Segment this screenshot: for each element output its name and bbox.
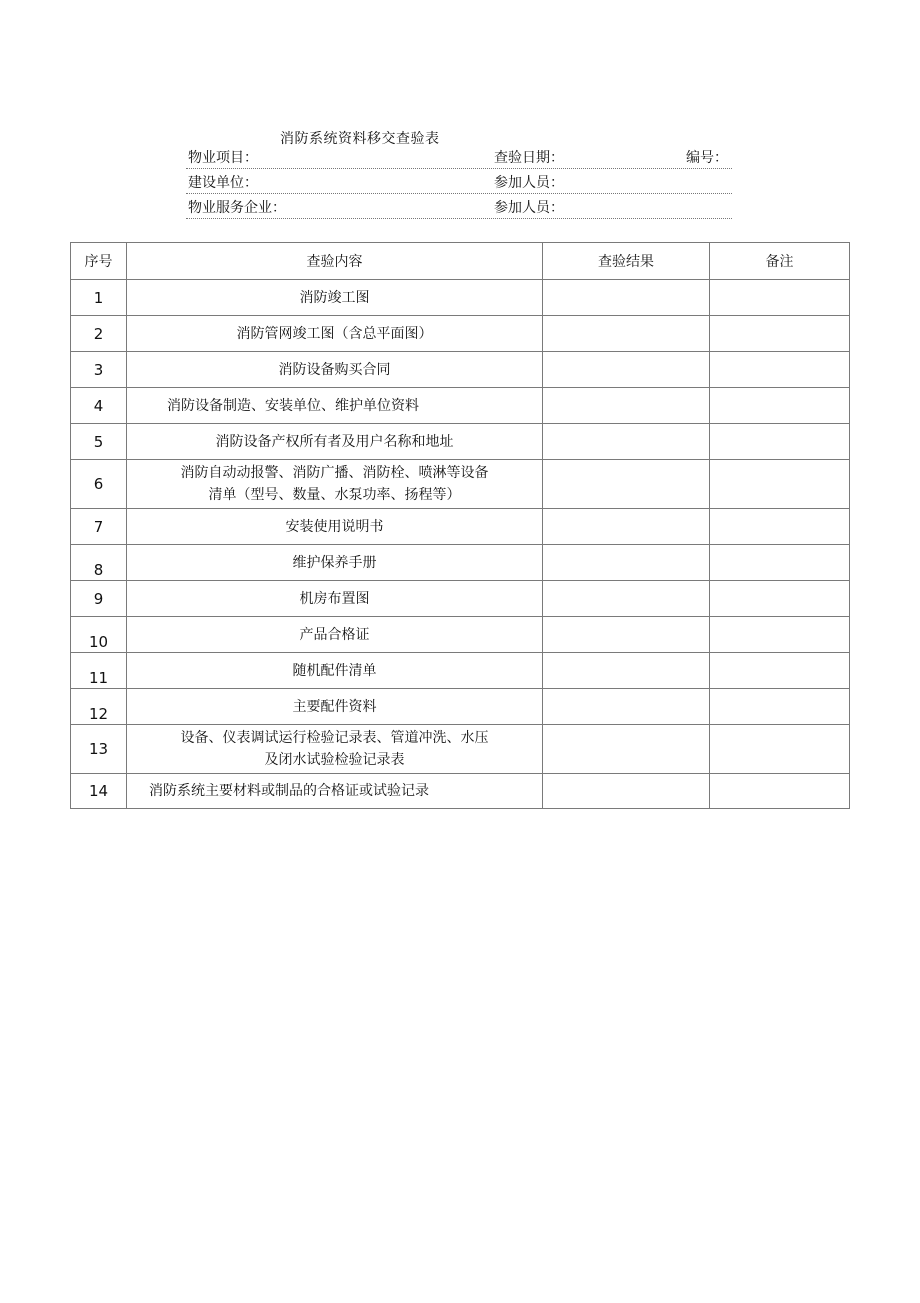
row-number: 7 [71, 509, 127, 545]
row-content: 产品合格证 [127, 617, 543, 653]
row-number: 14 [71, 774, 127, 809]
result-cell[interactable] [543, 388, 710, 424]
table-row [71, 774, 850, 809]
result-cell[interactable] [543, 509, 710, 545]
result-cell[interactable] [543, 352, 710, 388]
row-content [127, 460, 543, 509]
row-content: 主要配件资料 [127, 689, 543, 725]
row-content: 消防管网竣工图（含总平面图） [127, 316, 543, 352]
row-number: 8 [71, 545, 127, 581]
row-content: 安装使用说明书 [127, 509, 543, 545]
row-number: 10 [71, 617, 127, 653]
row-number: 11 [71, 653, 127, 689]
row-content: 机房布置图 [127, 581, 543, 617]
row-number: 1 [71, 280, 127, 316]
row-number: 12 [71, 689, 127, 725]
table-row [71, 653, 850, 689]
remark-cell[interactable] [710, 617, 850, 653]
remark-cell[interactable] [710, 653, 850, 689]
remark-cell[interactable] [710, 545, 850, 581]
remark-cell[interactable] [710, 774, 850, 809]
result-cell[interactable] [543, 545, 710, 581]
header-no: 序号 [71, 243, 127, 280]
row-number: 13 [71, 725, 127, 774]
table-row [71, 388, 850, 424]
row-content-line: 设备、仪表调试运行检验记录表、管道冲洗、水压 [180, 730, 489, 746]
remark-cell[interactable] [710, 280, 850, 316]
form-title: 消防系统资料移交查验表 [280, 131, 440, 147]
table-row [71, 280, 850, 316]
row-content-line: 清单（型号、数量、水泵功率、扬程等） [208, 487, 461, 503]
table-row [71, 725, 850, 774]
table-row [71, 352, 850, 388]
header-content: 查验内容 [127, 243, 543, 280]
remark-cell[interactable] [710, 388, 850, 424]
table-row [71, 316, 850, 352]
number-label: 编号： [686, 150, 728, 166]
result-cell[interactable] [543, 581, 710, 617]
table-row [71, 460, 850, 509]
row-content-line: 及闭水试验检验记录表 [264, 752, 405, 768]
result-cell[interactable] [543, 725, 710, 774]
header-remark: 备注 [710, 243, 850, 280]
row-number: 2 [71, 316, 127, 352]
result-cell[interactable] [543, 316, 710, 352]
result-cell[interactable] [543, 689, 710, 725]
row-content: 消防设备购买合同 [127, 352, 543, 388]
remark-cell[interactable] [710, 352, 850, 388]
result-cell[interactable] [543, 617, 710, 653]
result-cell[interactable] [543, 460, 710, 509]
info-row-builder [186, 173, 732, 194]
row-content: 消防设备制造、安装单位、维护单位资料 [127, 388, 543, 424]
participants-label: 参加人员： [494, 175, 564, 191]
table-row [71, 545, 850, 581]
row-number: 5 [71, 424, 127, 460]
remark-cell[interactable] [710, 509, 850, 545]
row-content: 消防系统主要材料或制品的合格证或试验记录 [127, 774, 543, 809]
remark-cell[interactable] [710, 460, 850, 509]
row-number: 6 [71, 460, 127, 509]
row-number: 9 [71, 581, 127, 617]
remark-cell[interactable] [710, 689, 850, 725]
remark-cell[interactable] [710, 725, 850, 774]
table-row [71, 509, 850, 545]
remark-cell[interactable] [710, 316, 850, 352]
project-label: 物业项目： [188, 150, 258, 166]
remark-cell[interactable] [710, 424, 850, 460]
row-content: 消防竣工图 [127, 280, 543, 316]
row-content-line: 消防自动动报警、消防广播、消防栓、喷淋等设备 [180, 465, 489, 481]
row-number: 3 [71, 352, 127, 388]
row-content: 维护保养手册 [127, 545, 543, 581]
inspection-date-label: 查验日期： [494, 150, 564, 166]
info-row-project [186, 148, 732, 169]
row-number: 4 [71, 388, 127, 424]
result-cell[interactable] [543, 774, 710, 809]
header-result: 查验结果 [543, 243, 710, 280]
row-content [127, 725, 543, 774]
builder-label: 建设单位： [188, 175, 258, 191]
table-header-row [71, 243, 850, 280]
service-company-label: 物业服务企业： [188, 200, 286, 216]
info-row-service-company [186, 198, 732, 219]
inspection-table [70, 242, 850, 809]
remark-cell[interactable] [710, 581, 850, 617]
result-cell[interactable] [543, 424, 710, 460]
participants-label: 参加人员： [494, 200, 564, 216]
table-row [71, 581, 850, 617]
table-row [71, 617, 850, 653]
row-content: 随机配件清单 [127, 653, 543, 689]
table-row [71, 424, 850, 460]
result-cell[interactable] [543, 280, 710, 316]
table-row [71, 689, 850, 725]
row-content: 消防设备产权所有者及用户名称和地址 [127, 424, 543, 460]
result-cell[interactable] [543, 653, 710, 689]
